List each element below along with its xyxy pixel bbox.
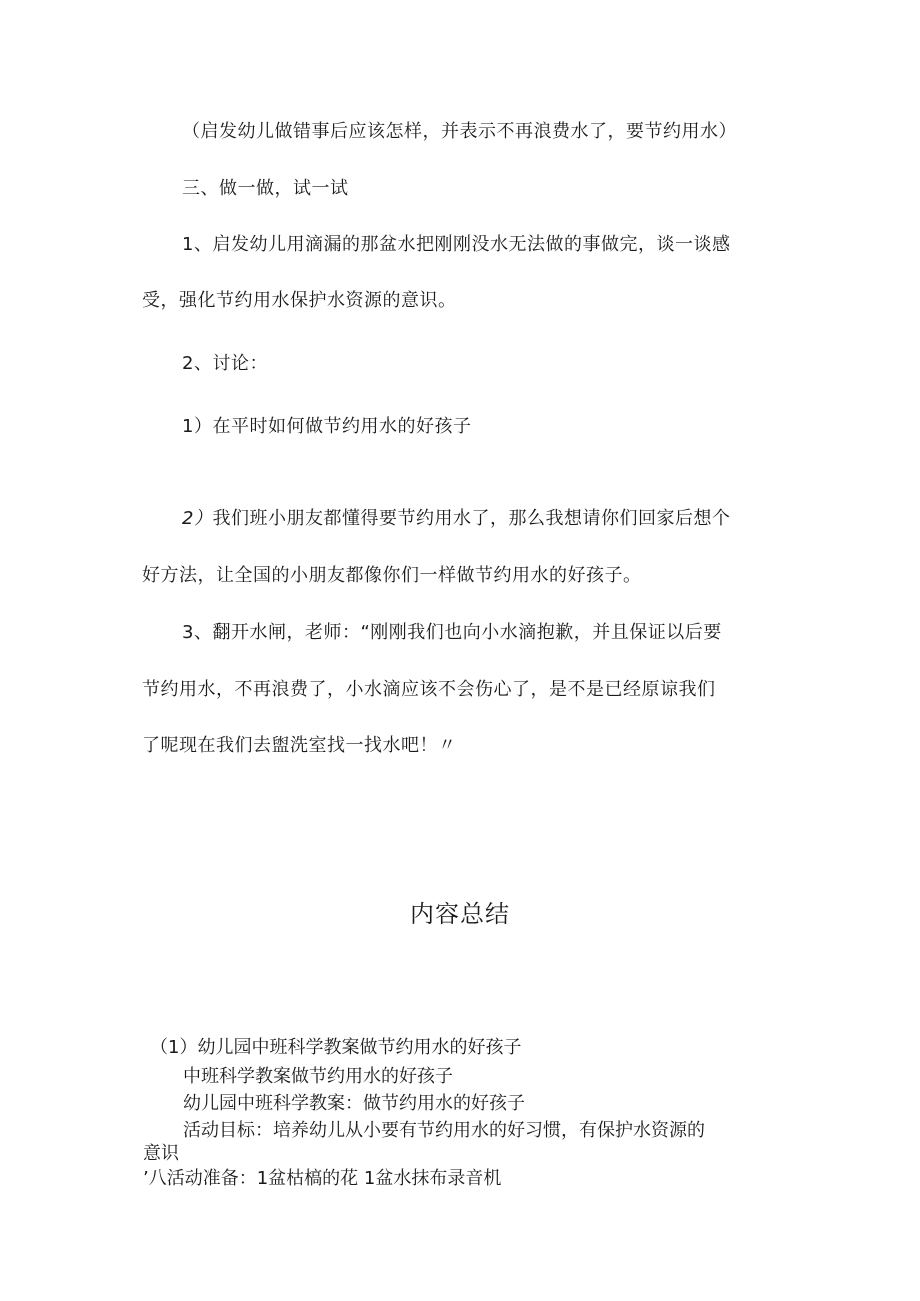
summary-item: 活动目标：培养幼儿从小要有节约用水的好习惯，有保护水资源的 (183, 1120, 705, 1141)
paragraph-discussion-2-line2: 好方法，让全国的小朋友都像你们一样做节约用水的好孩子。 (142, 565, 642, 586)
paragraph-step1-line1: 1、启发幼儿用滴漏的那盆水把刚刚没水无法做的事做完，谈一谈感 (182, 234, 731, 255)
summary-title: 内容总结 (410, 900, 510, 928)
paragraph-step1-line2: 受，强化节约用水保护水资源的意识。 (142, 290, 457, 311)
summary-item: 中班科学教案做节约用水的好孩子 (183, 1066, 453, 1087)
summary-item: ’八活动准备：1盆枯槁的花 1盆水抹布录音机 (143, 1168, 502, 1189)
paragraph-step3-line3: 了呢现在我们去盥洗室找一找水吧！〃 (142, 735, 457, 756)
discussion-2-number: 2） (182, 508, 213, 529)
summary-item: 幼儿园中班科学教案：做节约用水的好孩子 (183, 1093, 525, 1114)
discussion-2-text: 我们班小朋友都懂得要节约用水了，那么我想请你们回家后想个 (212, 508, 731, 529)
paragraph-step2: 2、讨论： (182, 353, 268, 374)
summary-item: 意识 (143, 1143, 179, 1164)
paragraph-discussion-1: 1）在平时如何做节约用水的好孩子 (182, 416, 472, 437)
summary-item: （1）幼儿园中班科学教案做节约用水的好孩子 (150, 1037, 522, 1058)
paragraph-hint: （启发幼儿做错事后应该怎样，并表示不再浪费水了，要节约用水） (182, 121, 737, 142)
paragraph-step3-line1: 3、翻开水闸，老师：“刚刚我们也向小水滴抱歉，并且保证以后要 (182, 622, 722, 643)
section-heading-three: 三、做一做，试一试 (182, 178, 349, 199)
paragraph-discussion-2-line1 (182, 507, 730, 531)
paragraph-step3-line2: 节约用水，不再浪费了，小水滴应该不会伤心了，是不是已经原谅我们 (142, 679, 716, 700)
